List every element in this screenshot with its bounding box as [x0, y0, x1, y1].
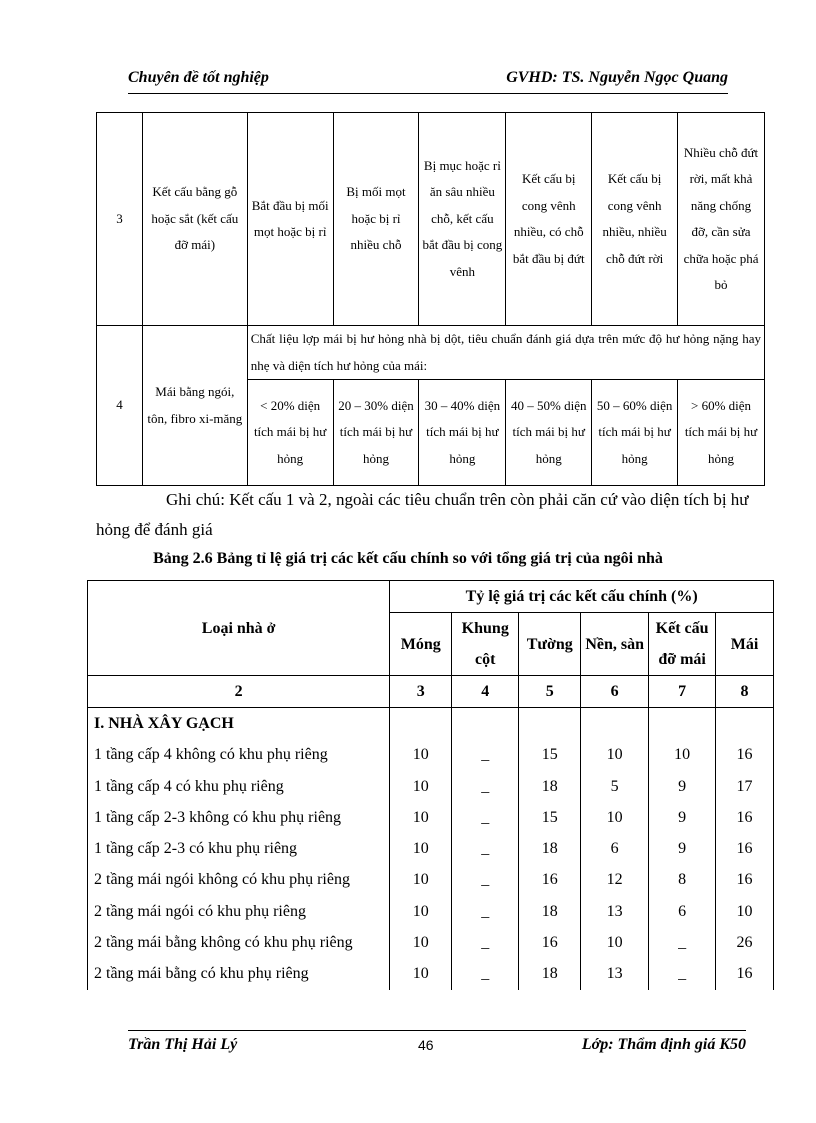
col-number: 3 [390, 676, 452, 708]
row-label: 2 tầng mái ngói có khu phụ riêng [88, 896, 390, 927]
structure-name: Kết cấu bằng gỗ hoặc sắt (kết cấu đỡ mái) [142, 113, 247, 326]
criteria-span: Chất liệu lợp mái bị hư hỏng nhà bị dột, tiêu chuẩn đánh giá dựa trên mức độ hư hỏng nặng hay nhẹ và diện tích hư hỏng của mái: [247, 326, 764, 380]
col-number: 6 [581, 676, 649, 708]
cell: _ [649, 958, 716, 989]
table-row [88, 864, 774, 895]
cell: 10 [390, 896, 452, 927]
cell: 10 [390, 833, 452, 864]
cell: _ [452, 927, 519, 958]
table-caption: Bảng 2.6 Bảng tỉ lệ giá trị các kết cấu chính so với tổng giá trị của ngôi nhà [153, 550, 663, 567]
col-number: 8 [716, 676, 774, 708]
cell: 9 [649, 771, 716, 802]
table-row [88, 958, 774, 989]
cell: 6 [649, 896, 716, 927]
cell: 16 [716, 958, 774, 989]
cell: 10 [390, 958, 452, 989]
cell: 16 [716, 802, 774, 833]
cell: 10 [390, 927, 452, 958]
cell: 13 [581, 958, 649, 989]
cell: 9 [649, 802, 716, 833]
row-label: 2 tầng mái bằng không có khu phụ riêng [88, 927, 390, 958]
cell: 16 [716, 864, 774, 895]
table-row [88, 896, 774, 927]
criteria-cell: 40 – 50% diện tích mái bị hư hỏng [506, 380, 592, 486]
cell: 10 [581, 739, 649, 770]
criteria-cell: Kết cấu bị cong vênh nhiều, có chỗ bắt đầu bị đứt [506, 113, 592, 326]
cell: _ [452, 739, 519, 770]
table-row [88, 739, 774, 770]
note-paragraph: Ghi chú: Kết cấu 1 và 2, ngoài các tiêu chuẩn trên còn phải căn cứ vào diện tích bị hư hỏng để đánh giá [96, 490, 749, 539]
header-divider [128, 93, 728, 94]
cell: 12 [581, 864, 649, 895]
criteria-cell: Bắt đầu bị mối mọt hoặc bị rỉ [247, 113, 333, 326]
row-label: 1 tầng cấp 4 có khu phụ riêng [88, 771, 390, 802]
section-title: I. NHÀ XÂY GẠCH [88, 708, 390, 740]
cell: 18 [519, 833, 581, 864]
value-ratio-table [87, 580, 774, 990]
cell: 10 [390, 739, 452, 770]
cell: 16 [519, 864, 581, 895]
column-number-row [88, 676, 774, 708]
cell: 18 [519, 958, 581, 989]
footer-divider [128, 1030, 746, 1031]
group-header: Tỷ lệ giá trị các kết cấu chính (%) [390, 581, 774, 613]
row-label: 2 tầng mái ngói không có khu phụ riêng [88, 864, 390, 895]
criteria-cell: Bị mục hoặc rỉ ăn sâu nhiều chỗ, kết cấu bắt đầu bị cong vênh [419, 113, 506, 326]
cell: _ [452, 864, 519, 895]
cell: 15 [519, 739, 581, 770]
row-label: 2 tầng mái bằng có khu phụ riêng [88, 958, 390, 989]
row-label: 1 tầng cấp 2-3 không có khu phụ riêng [88, 802, 390, 833]
header-right: GVHD: TS. Nguyễn Ngọc Quang [506, 69, 728, 86]
cell: 6 [581, 833, 649, 864]
table-row [88, 927, 774, 958]
row-number: 4 [97, 326, 143, 486]
cell: _ [649, 927, 716, 958]
page-number: 46 [418, 1037, 434, 1053]
cell: 10 [390, 771, 452, 802]
cell: 10 [390, 864, 452, 895]
col-header: Kết cấu đỡ mái [649, 613, 716, 676]
col-number: 5 [519, 676, 581, 708]
criteria-cell: > 60% diện tích mái bị hư hỏng [678, 380, 765, 486]
col-header-type: Loại nhà ở [88, 581, 390, 676]
table-row [88, 802, 774, 833]
cell: 17 [716, 771, 774, 802]
structure-name: Mái bằng ngói, tôn, fibro xi-măng [142, 326, 247, 486]
section-row [88, 708, 774, 740]
table-row [97, 113, 765, 326]
cell: 16 [716, 833, 774, 864]
cell: 18 [519, 771, 581, 802]
cell: 10 [581, 927, 649, 958]
damage-criteria-table [96, 112, 765, 486]
criteria-cell: < 20% diện tích mái bị hư hỏng [247, 380, 333, 486]
cell: 10 [581, 802, 649, 833]
col-header: Khung cột [452, 613, 519, 676]
criteria-cell: 30 – 40% diện tích mái bị hư hỏng [419, 380, 506, 486]
cell: _ [452, 771, 519, 802]
cell: _ [452, 896, 519, 927]
criteria-cell: 50 – 60% diện tích mái bị hư hỏng [592, 380, 678, 486]
cell: 9 [649, 833, 716, 864]
table-row [97, 326, 765, 380]
cell: _ [452, 833, 519, 864]
cell: 10 [649, 739, 716, 770]
cell: 10 [716, 896, 774, 927]
criteria-cell: 20 – 30% diện tích mái bị hư hỏng [333, 380, 419, 486]
footer-class: Lớp: Thẩm định giá K50 [581, 1036, 746, 1053]
col-number: 4 [452, 676, 519, 708]
criteria-cell: Nhiều chỗ đứt rời, mất khả năng chống đỡ, cần sửa chữa hoặc phá bỏ [678, 113, 765, 326]
footer-author: Trần Thị Hải Lý [128, 1036, 238, 1053]
col-number: 2 [88, 676, 390, 708]
col-header: Tường [519, 613, 581, 676]
table-row [88, 833, 774, 864]
cell: 26 [716, 927, 774, 958]
cell: 13 [581, 896, 649, 927]
row-number: 3 [97, 113, 143, 326]
cell: 18 [519, 896, 581, 927]
col-header: Móng [390, 613, 452, 676]
cell: 15 [519, 802, 581, 833]
row-label: 1 tầng cấp 4 không có khu phụ riêng [88, 739, 390, 770]
cell: 8 [649, 864, 716, 895]
cell: _ [452, 802, 519, 833]
col-number: 7 [649, 676, 716, 708]
table-row [88, 771, 774, 802]
row-label: 1 tầng cấp 2-3 có khu phụ riêng [88, 833, 390, 864]
criteria-cell: Kết cấu bị cong vênh nhiều, nhiều chỗ đứt rời [592, 113, 678, 326]
col-header: Mái [716, 613, 774, 676]
cell: _ [452, 958, 519, 989]
criteria-cell: Bị mối mọt hoặc bị rỉ nhiều chỗ [333, 113, 419, 326]
table-header-row [88, 581, 774, 613]
cell: 16 [519, 927, 581, 958]
col-header: Nền, sàn [581, 613, 649, 676]
header-left: Chuyên đề tốt nghiệp [128, 69, 269, 86]
cell: 16 [716, 739, 774, 770]
cell: 5 [581, 771, 649, 802]
cell: 10 [390, 802, 452, 833]
